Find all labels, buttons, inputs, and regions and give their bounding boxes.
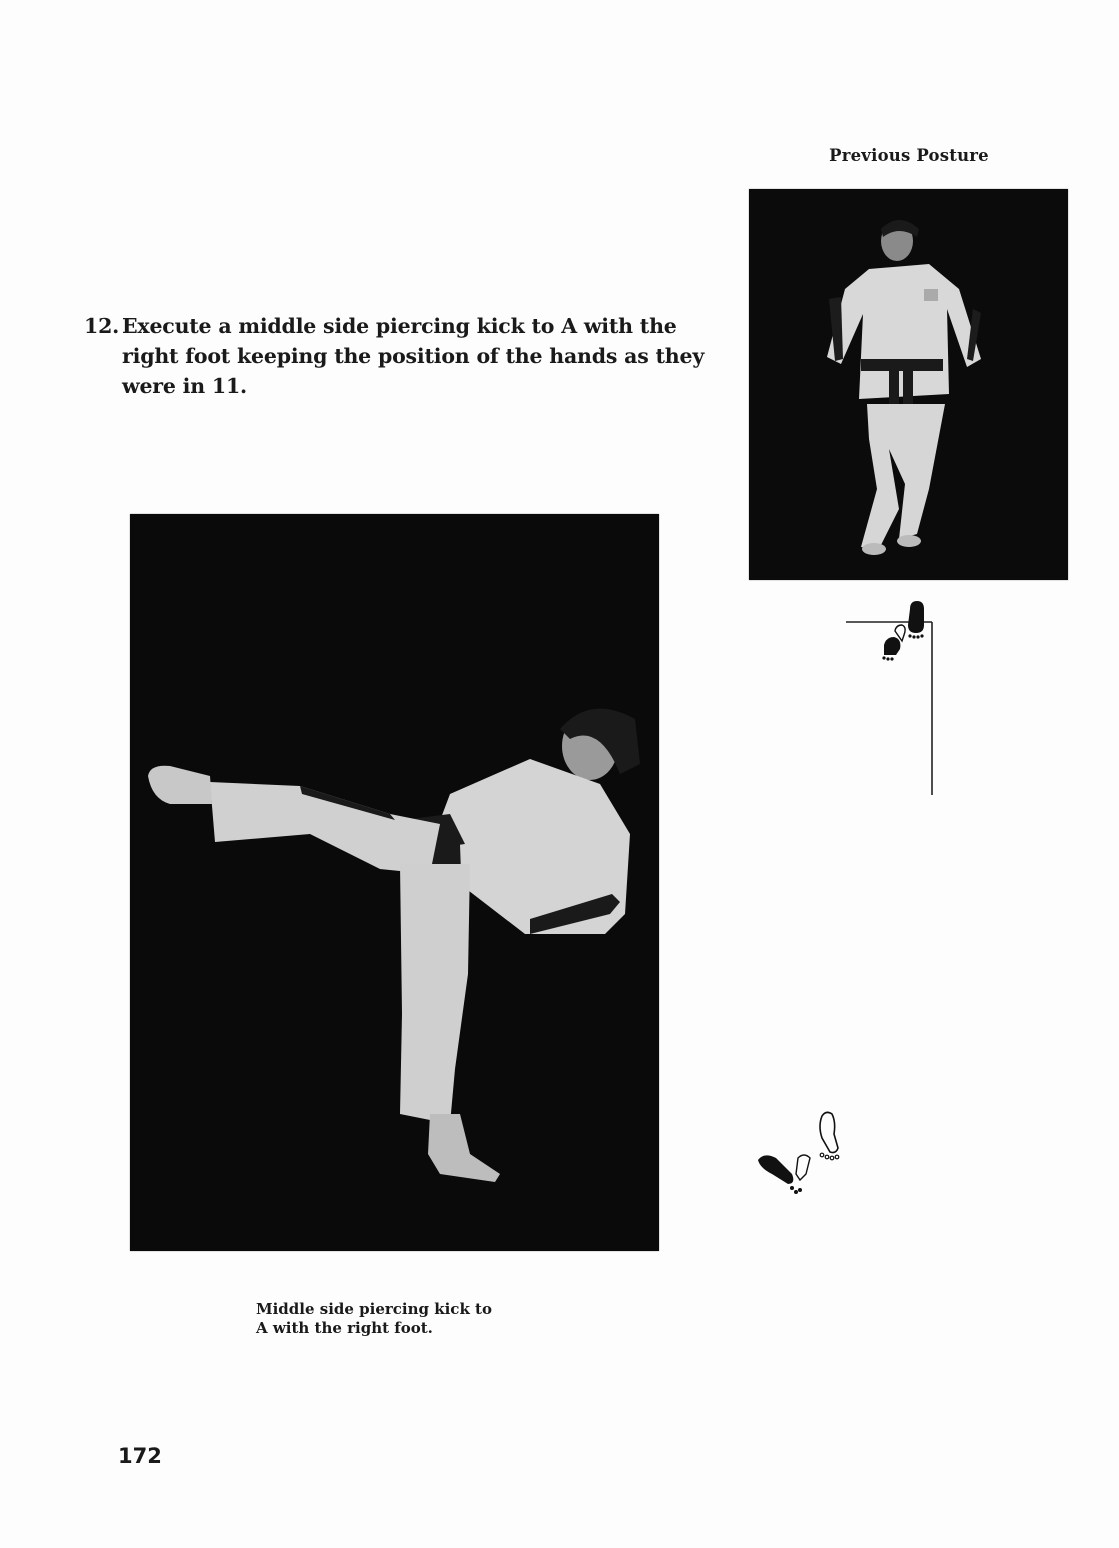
previous-posture-photo [749, 189, 1068, 580]
step-description: Execute a middle side piercing kick to A with the right foot keeping the position of the hands as they were in 11. [122, 314, 705, 398]
footprint-diagram-top [840, 595, 940, 800]
step-number: 12. [84, 314, 120, 338]
footprints-icon [748, 1108, 848, 1203]
caption-line-2: A with the right foot. [256, 1319, 433, 1337]
photo-caption [256, 1300, 576, 1338]
previous-posture-label: Previous Posture [829, 146, 989, 165]
caption-line-1: Middle side piercing kick to [256, 1300, 492, 1318]
side-kick-figure-illustration [130, 514, 659, 1251]
standing-figure-illustration [749, 189, 1068, 580]
footprints-icon [840, 595, 940, 800]
instruction-text [84, 311, 724, 401]
footprint-diagram-bottom [748, 1108, 848, 1203]
main-technique-photo [130, 514, 659, 1251]
page-number: 172 [118, 1444, 162, 1468]
